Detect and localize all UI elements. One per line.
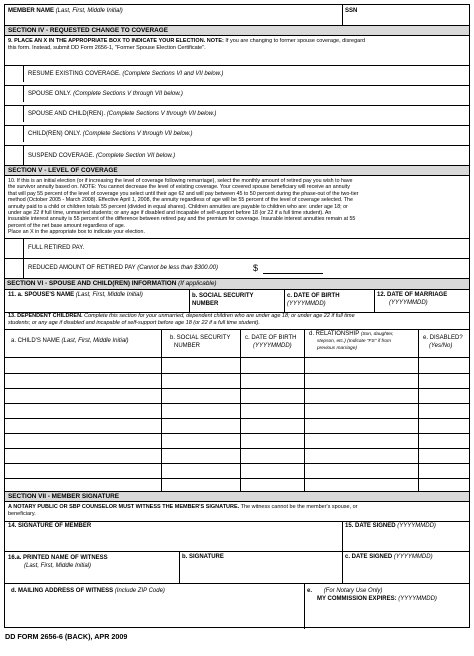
col-ssn: b. SOCIAL SECURITY NUMBER [170, 335, 231, 349]
item-13-instructions: 13. DEPENDENT CHILDREN. Complete this section for your unmarried, dependent children who are under age 18; or under age 22 if full time students; or any age if disabled and incapable of self-support before age 18 (or 22 if a full time student). [8, 313, 355, 326]
spouse-info-row [5, 290, 469, 312]
mailing-address-field[interactable] [11, 597, 300, 627]
witness-date-signed-label: c. DATE SIGNED (YYYYMMDD) [345, 554, 433, 560]
col-disabled: e. DISABLED? (Yes/No) [423, 335, 463, 349]
child-row[interactable] [5, 404, 469, 418]
checkbox-children-only[interactable] [5, 126, 24, 142]
child-row[interactable] [5, 389, 469, 403]
witness-signature-field[interactable] [182, 563, 339, 581]
witness-date-signed-field[interactable] [345, 563, 467, 581]
spouse-name-label: 11. a. SPOUSE'S NAME (Last, First, Middle Initial) [8, 292, 143, 298]
item-10-instructions: 10. If this is an initial election (or if increasing the level of coverage following remarriage), select the monthly amount of retired pay you wish to have the survivor annuity based on. NOTE: You cannot decrease the level of existing coverage. Your covered spouse beneficiary will receive an annuity that will pay 55 percent of the level of coverage you select until their age 62 and will pay between 45 to 50 percent during the phase-out of the two-tier method (October 2005 - March 2008). Effective April 1, 2008, the annuity regardless of age will be 55 percent of the level of coverage selected. The annuity paid to a child or children totals 55 percent (divided in equal shares). Children annuities are payable to children who are: under age 18; or under age 22 if full time, unmarried students; or any age if disabled and incapable of self-support before 18 (or 22 if a full time student). An insurable interest annuity is 55 percent of the difference between retired pay and the premium for coverage. Insurable interest annuities remain at 55 percent of the net base amount regardless of age. Place an X in the appropriate box to indicate your election. [8, 178, 359, 236]
children-table [5, 329, 469, 491]
col-child-name: a. CHILD'S NAME (Last, First, Middle Initial) [11, 338, 129, 344]
spouse-name-field[interactable] [8, 302, 186, 311]
option-suspend-label: SUSPEND COVERAGE. (Complete Section VII below.) [28, 153, 176, 159]
child-row[interactable] [5, 434, 469, 448]
member-ssn-field[interactable] [345, 16, 467, 24]
reduced-pay-label: REDUCED AMOUNT OF RETIRED PAY (Cannot be less than $300.00) [28, 265, 218, 271]
commission-expires-label: MY COMMISSION EXPIRES: (YYYYMMDD) [317, 596, 437, 602]
option-row-reduced-pay [5, 258, 469, 278]
full-retired-pay-label: FULL RETIRED PAY. [28, 245, 85, 251]
member-name-field[interactable] [8, 16, 338, 24]
notary-instructions: A NOTARY PUBLIC OR SBP COUNSELOR MUST WITNESS THE MEMBER'S SIGNATURE. The witness cannot be the member's spouse, or beneficiary. [8, 504, 358, 517]
child-row[interactable] [5, 464, 469, 478]
spouse-dob-field[interactable] [287, 306, 371, 311]
marriage-date-label: 12. DATE OF MARRIAGE (YYYYMMDD) [377, 292, 448, 306]
section-v-header: SECTION V - LEVEL OF COVERAGE [5, 165, 469, 176]
ssn-label: SSN [345, 8, 358, 14]
child-row[interactable] [5, 419, 469, 433]
spouse-ssn-label: b. SOCIAL SECURITY NUMBER [192, 293, 254, 307]
witness-row [5, 551, 469, 583]
option-resume-label: RESUME EXISTING COVERAGE. (Complete Sections VI and VII below.) [28, 71, 224, 77]
witness-name-field[interactable] [8, 570, 176, 581]
member-signature-row [5, 521, 469, 551]
col-dob: c. DATE OF BIRTH (YYYYMMDD) [245, 335, 297, 349]
option-row-spouse-children [5, 105, 469, 121]
option-row-spouse-only [5, 85, 469, 101]
option-row-suspend [5, 145, 469, 165]
member-signature-label: 14. SIGNATURE OF MEMBER [8, 523, 92, 529]
commission-expires-field[interactable] [307, 605, 467, 627]
child-row[interactable] [5, 449, 469, 463]
member-signature-field[interactable] [8, 532, 338, 549]
option-row-resume [5, 65, 469, 81]
witness-address-row [5, 583, 469, 629]
option-row-full-retired-pay [5, 238, 469, 258]
section-vii-header: SECTION VII - MEMBER SIGNATURE [5, 491, 469, 502]
checkbox-reduced-retired-pay[interactable] [5, 259, 24, 279]
option-spouse-only-label: SPOUSE ONLY. (Complete Sections V through VII below.) [28, 91, 183, 97]
dollar-sign: $ [253, 263, 259, 273]
member-name-label: MEMBER NAME (Last, First, Middle Initial) [8, 8, 123, 14]
election-options [5, 65, 469, 165]
option-children-only-label: CHILD(REN) ONLY. (Complete Sections V through VII below.) [28, 131, 193, 137]
option-spouse-children-label: SPOUSE AND CHILD(REN). (Complete Sections V through VII below.) [28, 111, 217, 117]
marriage-date-field[interactable] [377, 306, 467, 311]
checkbox-full-retired-pay[interactable] [5, 239, 24, 259]
checkbox-spouse-only[interactable] [5, 86, 24, 102]
checkbox-spouse-and-children[interactable] [5, 106, 24, 122]
witness-signature-label: b. SIGNATURE [182, 554, 224, 560]
form-footer: DD FORM 2656-6 (BACK), APR 2009 [5, 632, 128, 641]
section-vi-header: SECTION VI - SPOUSE AND CHILD(REN) INFORMATION (If applicable) [5, 278, 469, 290]
section-iv-header: SECTION IV - REQUESTED CHANGE TO COVERAGE [5, 25, 469, 36]
witness-name-label: 16.a. PRINTED NAME OF WITNESS (Last, First, Middle Initial) [8, 555, 108, 569]
child-row[interactable] [5, 374, 469, 388]
checkbox-resume-coverage[interactable] [5, 66, 24, 82]
spouse-ssn-field[interactable] [192, 306, 281, 311]
notary-use-label: e. (For Notary Use Only) [307, 588, 383, 594]
child-row[interactable] [5, 358, 469, 373]
mailing-address-label: d. MAILING ADDRESS OF WITNESS (Include ZIP Code) [11, 588, 165, 594]
date-signed-15-label: 15. DATE SIGNED (YYYYMMDD) [345, 523, 436, 529]
reduced-amount-field[interactable] [263, 264, 323, 274]
form-page [4, 4, 470, 628]
child-row[interactable] [5, 479, 469, 491]
spouse-dob-label: c. DATE OF BIRTH (YYYYMMDD) [287, 293, 340, 307]
col-relationship: d. RELATIONSHIP (Son, daughter, stepson, etc.) (Indicate "FS" if from previous marriage) [309, 331, 394, 351]
option-row-children-only [5, 125, 469, 141]
checkbox-suspend-coverage[interactable] [5, 146, 24, 166]
member-date-signed-field[interactable] [345, 532, 467, 549]
children-table-header [5, 329, 469, 357]
item-9-instructions: 9. PLACE AN X IN THE APPROPRIATE BOX TO INDICATE YOUR ELECTION. NOTE: If you are changing to former spouse coverage, disregard this form. Instead, submit DD Form 2656-1, "Former Spouse Election Certificate". [8, 38, 366, 51]
